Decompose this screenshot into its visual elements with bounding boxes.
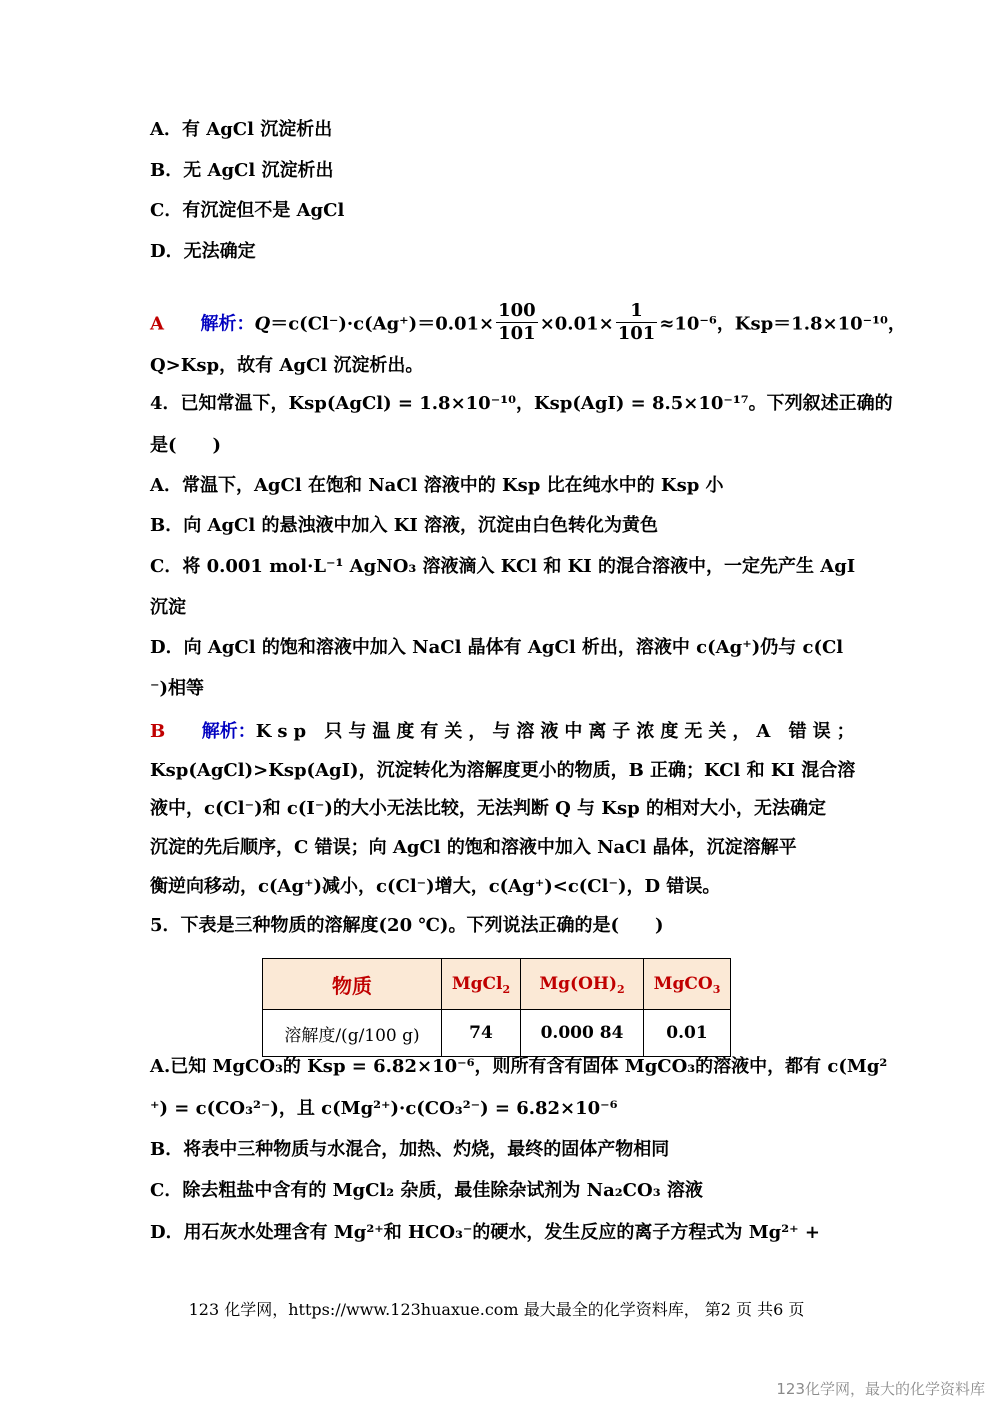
table-header-row bbox=[263, 959, 731, 1010]
q4-answer-line2: Ksp(AgCl)>Ksp(AgI)，沉淀转化为溶解度更小的物质，B 正确；KCl 和 KI 混合溶 bbox=[150, 760, 856, 781]
header-cell: MgCl$_2$ bbox=[442, 959, 521, 1010]
page-footer: 123 化学网，https://www.123huaxue.com 最大最全的化学资料库， 第2 页 共6 页 bbox=[188, 1300, 805, 1319]
q4-answer-line4: 沉淀的先后顺序，C 错误；向 AgCl 的饱和溶液中加入 NaCl 晶体，沉淀溶解平 bbox=[150, 837, 797, 858]
watermark-text: 123化学网，最大的化学资料库 bbox=[776, 1380, 985, 1398]
q4-option-c-line1: C．将 0.001 mol·L⁻¹ AgNO₃ 溶液滴入 KCl 和 KI 的混合溶液中，一定先产生 AgI bbox=[150, 556, 856, 577]
analysis-label: 解析： bbox=[201, 721, 256, 742]
q5-option-d: D．用石灰水处理含有 Mg²⁺和 HCO₃⁻的硬水，发生反应的离子方程式为 Mg²⁺ + bbox=[150, 1222, 820, 1243]
equation-part: ＝c(Cl⁻)·c(Ag⁺)＝0.01× bbox=[270, 313, 495, 335]
q5-option-a-line1: A.已知 MgCO₃的 Ksp = 6.82×10⁻⁶，则所有含有固体 MgCO₃的溶液中，都有 c(Mg² bbox=[150, 1056, 888, 1077]
q5-option-c: C．除去粗盐中含有的 MgCl₂ 杂质，最佳除杂试剂为 Na₂CO₃ 溶液 bbox=[150, 1180, 703, 1201]
q4-option-c-line2: 沉淀 bbox=[150, 597, 186, 618]
answer-letter: B bbox=[150, 721, 166, 742]
header-cell: 物质 bbox=[263, 959, 442, 1010]
analysis-label: 解析： bbox=[200, 313, 255, 335]
q3-option-b: B．无 AgCl 沉淀析出 bbox=[150, 160, 334, 181]
q3-option-a: A．有 AgCl 沉淀析出 bbox=[150, 119, 333, 140]
answer-letter: A bbox=[150, 313, 164, 335]
row-label-cell: 溶解度/(g/100 g) bbox=[263, 1010, 442, 1057]
value-cell: 0.000 84 bbox=[521, 1010, 644, 1057]
analysis-text: Ksp 只与温度有关，与溶液中离子浓度无关，A 错误； bbox=[255, 721, 861, 742]
q4-answer-line1 bbox=[150, 720, 861, 744]
equation-part: ≈10⁻⁶，Ksp＝1.8×10⁻¹⁰， bbox=[659, 313, 906, 335]
q4-answer-line5: 衡逆向移动，c(Ag⁺)减小，c(Cl⁻)增大，c(Ag⁺)<c(Cl⁻)，D 错误。 bbox=[150, 876, 721, 897]
q4-option-d-line1: D．向 AgCl 的饱和溶液中加入 NaCl 晶体有 AgCl 析出，溶液中 c(Ag⁺)仍与 c(Cl bbox=[150, 637, 844, 658]
header-cell: $Mg(OH)_2$ bbox=[521, 959, 644, 1010]
q4-stem-line1: 4．已知常温下，Ksp(AgCl) = 1.8×10⁻¹⁰，Ksp(AgI) = 8.5×10⁻¹⁷。下列叙述正确的 bbox=[150, 393, 893, 414]
q4-answer-line3: 液中，c(Cl⁻)和 c(I⁻)的大小无法比较，无法判断 Q 与 Ksp 的相对大小，无法确定 bbox=[150, 798, 826, 819]
value-cell: 0.01 bbox=[644, 1010, 731, 1057]
q3-answer-line2: Q>Ksp，故有 AgCl 沉淀析出。 bbox=[150, 355, 424, 376]
q4-option-d-line2: ⁻)相等 bbox=[150, 678, 205, 699]
q3-option-d: D．无法确定 bbox=[150, 241, 256, 262]
equation-part: ×0.01× bbox=[539, 313, 614, 335]
header-cell: MgCO$_3$ bbox=[644, 959, 731, 1010]
solubility-table bbox=[262, 958, 731, 1057]
q5-stem: 5．下表是三种物质的溶解度(20 ℃)。下列说法正确的是( ) bbox=[150, 915, 664, 936]
q5-option-b: B．将表中三种物质与水混合，加热、灼烧，最终的固体产物相同 bbox=[150, 1139, 670, 1160]
q3-answer-line1 bbox=[150, 300, 906, 347]
q4-stem-line2: 是( ) bbox=[150, 435, 222, 456]
q-symbol: Q bbox=[254, 313, 271, 335]
fraction-1-101: $\frac{1}{101}$ bbox=[617, 300, 656, 344]
q3-option-c: C．有沉淀但不是 AgCl bbox=[150, 200, 345, 221]
q4-option-a: A．常温下，AgCl 在饱和 NaCl 溶液中的 Ksp 比在纯水中的 Ksp 小 bbox=[150, 475, 724, 496]
table-row bbox=[263, 1010, 731, 1057]
q4-option-b: B．向 AgCl 的悬浊液中加入 KI 溶液，沉淀由白色转化为黄色 bbox=[150, 515, 659, 536]
fraction-100-101: $\frac{100}{101}$ bbox=[498, 300, 536, 344]
value-cell: 74 bbox=[442, 1010, 521, 1057]
q5-option-a-line2: ⁺) = c(CO₃²⁻)，且 c(Mg²⁺)·c(CO₃²⁻) = 6.82×10⁻⁶ bbox=[150, 1098, 618, 1119]
